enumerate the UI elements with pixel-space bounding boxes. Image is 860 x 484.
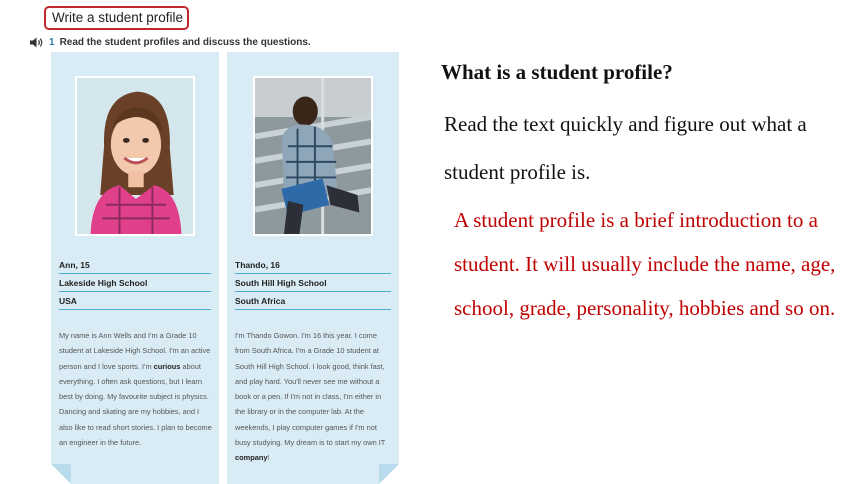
instruction-number: 1 [49, 36, 55, 48]
profile-photo-ann [75, 76, 195, 236]
instruction [30, 35, 311, 49]
profile-country: USA [59, 294, 211, 310]
section-title: Write a student profile [44, 6, 189, 30]
page-fold [51, 464, 71, 484]
profile-card-thando [227, 52, 399, 484]
profile-bio: My name is Ann Wells and I'm a Grade 10 student at Lakeside High School. I'm an active person and I love sports. I'm curious about everything. I often ask questions, but I learn best by doing. My favourite subject is physics. Dancing and skating are my hobbies, and I also like to read short stories. I plan to become an engineer in the future. [59, 331, 212, 448]
profile-name-age: Ann, 15 [59, 258, 211, 274]
bio-keyword: curious [153, 361, 181, 371]
bio-keyword: company [235, 453, 268, 463]
question-heading: What is a student profile? [441, 60, 673, 84]
profile-photo-thando [253, 76, 373, 236]
profile-school: South Hill High School [235, 276, 391, 292]
speaker-icon[interactable] [30, 37, 44, 48]
profile-country: South Africa [235, 294, 391, 310]
profile-name-age: Thando, 16 [235, 258, 391, 274]
prompt-text: Read the text quickly and figure out what a student profile is. [444, 112, 807, 184]
profile-school: Lakeside High School [59, 276, 211, 292]
answer-text: A student profile is a brief introduction to a student. It will usually include the name, age, school, grade, personality, hobbies and so on. [454, 208, 836, 320]
profile-card-ann [51, 52, 219, 484]
profile-bio: I'm Thando Gowon. I'm 16 this year. I come from South Africa. I'm a Grade 10 student at South Hill High School. I look good, think fast, and play hard. You'll never see me without a book or a pen. If I'm not in class, I'm either in the library or in the computer lab. At the weekends, I play computer games if I'm not busy studying. My dream is to start my own IT company! [235, 331, 386, 463]
instruction-text: Read the student profiles and discuss the questions. [59, 36, 311, 48]
page-fold [379, 464, 399, 484]
